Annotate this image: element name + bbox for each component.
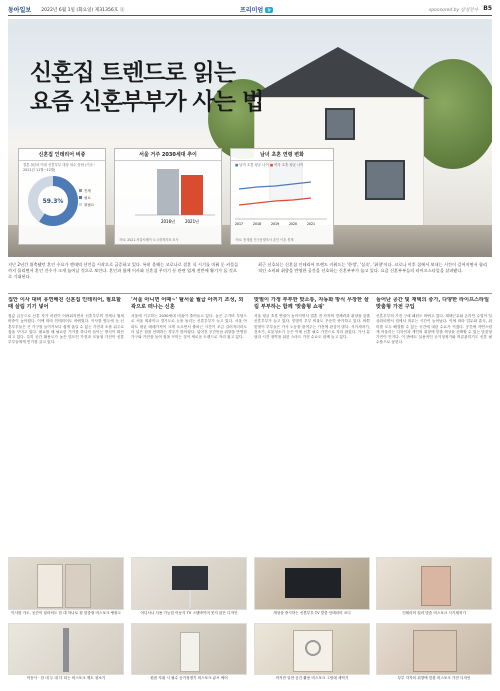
- photo-caption: 원룸 자취 시 필수 공기청정기 비스포크 큐브 에어: [150, 676, 228, 680]
- article-column-3: [254, 297, 370, 555]
- graph3-title: 남녀 초혼 연령 변화: [231, 149, 333, 161]
- window-upper: [325, 108, 355, 140]
- product-photo-grid: [8, 557, 492, 687]
- photo-caption: 인테리어 컬러 맞춤 비스포크 식기세척기: [402, 611, 466, 615]
- graph-seoul-2030: [114, 148, 222, 245]
- photo-tv-room: [254, 557, 370, 610]
- column-heading: 집안 이사 대비 유연해진 신혼집 인테리어, 필요할 때 살림 기기 넣어: [8, 297, 122, 310]
- page-header: [8, 4, 492, 16]
- line-chart: [231, 167, 333, 231]
- bar-label-2016: 2016년: [160, 219, 176, 224]
- column-body: 서울 평균 초혼 연령이 높아지면서 결혼 전 각자의 경제력과 취향을 갖춘 신혼부부가 늘고 있다. 맞벌이 부부 비율도 꾸준히 증가하고 있다. 바쁜 맞벌이 부부들은 가사 노동을 줄여주는 가전에 관심이 많다. 식기세척기, 건조기, 로봇청소기 등은 이제 신혼 필수 가전으로 자리 잡았다. 가사 분담과 시간 절약을 위한 스마트 가전 수요도 함께 늘고 있다.: [254, 314, 370, 340]
- article-column-4: [376, 297, 492, 555]
- column-body: 서울에 거주하는 2030세대 비율이 줄어들고 있다. 높은 주거비 부담으로 서울 외곽이나 경기도로 눈을 돌리는 신혼부부가 늘고 있다. 서울 아파트 평균 매매가격이 크게 오르면서 출퇴근 시간이 조금 길어지더라도 더 넓은 집을 선택하는 경우가 많아졌다. 넓어진 공간만큼 취향을 반영한 가구와 가전을 들여 집을 꾸미는 것이 새로운 트렌드로 자리 잡고 있다.: [131, 314, 247, 340]
- legend-not-needed: 불필요: [84, 203, 95, 207]
- section-title: [240, 5, 273, 14]
- issue-date: 2022년 6월 1일 (화요일) 제31356호 Ⓐ: [41, 7, 125, 13]
- photo-custom-appliance: [376, 623, 492, 675]
- x-tick: 2020: [288, 222, 298, 226]
- page-number: B5: [483, 5, 492, 12]
- headline: [30, 59, 263, 117]
- photo-air-purifier: [131, 623, 247, 675]
- donut-chart: [19, 175, 105, 231]
- photo-caption: 이사를 가도, 공간이 달라져도 한 대 하나로 집 맞춤형 비스포크 냉장고: [11, 611, 121, 615]
- headline-line-2: 요즘 신혼부부가 사는 법: [30, 89, 264, 115]
- graph2-source: 자료: 2021 서울서베이 도시정책지표 조사: [119, 238, 179, 242]
- section-badge: 뉴: [267, 6, 272, 12]
- article-column-1: [8, 297, 124, 555]
- x-tick: 2017: [234, 222, 244, 226]
- column-body: 신혼부부의 가전 구매 패턴도 바뀌고 있다. 재택근무와 온라인 수업이 일상화되면서 집에서 머무는 시간이 늘어났다. 이에 따라 업무와 휴식, 취미를 모두 해결할 수 있는 공간에 대한 수요가 커졌다. 공간에 자연스럽게 어울리는 디자인과 개인의 취향에 맞춘 색상을 선택할 수 있는 맞춤형 가전이 인기다. 이 밖에도 실용적인 공기청정기와 의류관리기도 신혼 필수품으로 꼽힌다.: [376, 314, 492, 345]
- photo-caption: 개성을 중시하는 신혼부부 TV 맞춤 인테리어 코디: [273, 611, 351, 615]
- bar-chart: [115, 161, 221, 233]
- x-tick: 2018: [252, 222, 262, 226]
- graph1-title: 신혼집 인테리어 비중: [19, 149, 105, 161]
- graph3-source: 자료: 통계청 인구동향조사 혼인 이혼 통계: [235, 238, 294, 242]
- intro-right: 최근 선호되는 신혼집 인테리어 트렌드 키워드는 '한정', '실속', '취향'이다. 코로나 이후 집에서 보내는 시간이 길어지면서 합리적인 소비와 취향을 반영한 공간을 선호하는 신혼부부가 늘고 있다. 요즘 신혼부부들의 라이프스타일을 살펴봤다.: [258, 262, 488, 273]
- column-heading: 맞벌이 가정 부부한 맞소통, 자동화 방식 무장한 살림 부부하는 함께 '맞춤형 쇼핑': [254, 297, 369, 310]
- photo-caption: 어디서나 사용 가능한 이동식 TV 스탠바이미 못지 않은 디자인: [140, 611, 238, 615]
- photo-caption: 이동식 · 한 대 두 대 다 되는 비스포크 제트 청소기: [26, 676, 106, 680]
- graph-marriage-age: [230, 148, 334, 245]
- house-roof: [246, 47, 430, 99]
- hero-photo: [8, 19, 492, 257]
- legend-female: 여자 초혼 평균 나이: [274, 163, 304, 167]
- graph2-title: 서울 거주 2030세대 추이: [115, 149, 221, 161]
- photo-washer: [254, 623, 370, 675]
- bar-label-2021: 2021년: [184, 219, 200, 224]
- legend-total: 전체: [84, 189, 91, 193]
- newspaper-logo: 동아일보: [8, 7, 32, 14]
- photo-caption: 작지만 알찬 공간 활용 비스포크 그랑데 세탁기: [275, 676, 349, 680]
- graph3-legend: ■ 남자 초혼 평균 나이 ■ 여자 초혼 평균 나이: [235, 163, 304, 167]
- series-female: [239, 198, 311, 205]
- intro-left: 지난 2년간 위축됐던 혼인 수요가 엔데믹 선언을 시작으로 급증하고 있다. 특히 올해는 코로나로 결혼 식 시기를 미뤄 둔 커플들까지 몰리면서 혼인 건수가 크게 늘어날 것으로 보인다. 혼인과 함께 이사와 신혼집 꾸미기 등 관련 업계 전반에 활기가 돌 것으로 기대된다.: [8, 262, 239, 279]
- bar-2021: [181, 175, 203, 215]
- donut-center-label: 59.3%: [42, 198, 64, 205]
- legend-male: 남자 초혼 평균 나이: [239, 163, 269, 167]
- sponsor-label: sponsored by 삼성전자: [428, 8, 478, 13]
- graph1-subtitle: 결혼 3년차 이내 신혼부부 대상 복수 응답 (기준 : 2021년 11월~12월): [23, 163, 96, 172]
- window-right: [365, 160, 405, 200]
- column-body: 집값 급등으로 신혼 자가 마련이 어려워지면서 신혼부부의 전세나 월세 비중이 높아졌다. 이에 따라 인테리어도 바뀌었다. 이사를 염두에 둔 신혼부부들은 큰 가구를 들이기보다 쉽게 옮길 수 있는 가전과 소품 위주로 집을 꾸미고 있다. 필요할 때 필요한 기기를 하나씩 들이는 방식이 확산되고 있다. 특히 공간 활용도가 높은 빌트인 가전과 모듈형 가전이 신혼부부들에게 인기를 끌고 있다.: [8, 314, 124, 345]
- photo-tv-stand: [131, 557, 247, 610]
- photo-caption: 부부 각자의 취향에 맞춘 비스포크 가전 디자인: [397, 676, 471, 680]
- bar-2016: [157, 169, 179, 215]
- x-tick: 2021: [306, 222, 316, 226]
- divider: [8, 293, 492, 294]
- column-heading: '서울 아니면 어때~' 탈서울 월급 아끼기 조성, 외곽으로 떠나는 신혼: [131, 297, 244, 310]
- graph-interior-ratio: [18, 148, 106, 245]
- photo-vacuum: [8, 623, 124, 675]
- article-columns: [8, 297, 492, 555]
- photo-fridge: [8, 557, 124, 610]
- x-tick: 2019: [270, 222, 280, 226]
- photo-dishwasher: [376, 557, 492, 610]
- article-column-2: [131, 297, 247, 555]
- legend-needed: 필요: [84, 196, 91, 200]
- section-label: 프리미엄: [240, 7, 264, 14]
- headline-line-1: 신혼집 트렌드로 읽는: [30, 60, 235, 86]
- column-heading: 늘어난 공간 및 재택의 증가, 다양한 라이프스타일 맞춤형 가전 구입: [376, 297, 490, 310]
- series-male: [239, 182, 311, 189]
